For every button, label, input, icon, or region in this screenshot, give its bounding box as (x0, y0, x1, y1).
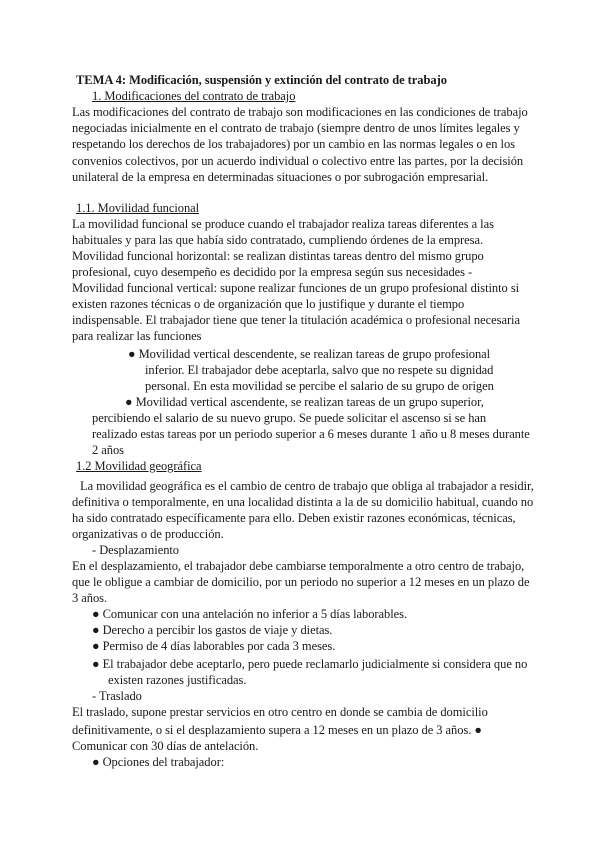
list-item: ● Derecho a percibir los gastos de viaje y dietas. (92, 623, 333, 637)
text-line: El traslado, supone prestar servicios en otro centro en donde se cambia de domicilio (72, 705, 488, 719)
list-item: ● Opciones del trabajador: (92, 755, 225, 769)
text-line: definitiva o temporalmente, en una localidad distinta a la de su domicilio habitual, cuando no (72, 495, 534, 509)
list-item: ● Movilidad vertical ascendente, se realizan tareas de un grupo superior, (125, 395, 484, 409)
sub-heading: - Traslado (92, 689, 142, 703)
text-line: En el desplazamiento, el trabajador debe cambiarse temporalmente a otro centro de trabajo, (72, 559, 525, 573)
list-item: ● Movilidad vertical descendente, se realizan tareas de grupo profesional (128, 347, 491, 361)
text-line: 3 años. (72, 591, 108, 605)
sub-heading: - Desplazamiento (92, 543, 180, 557)
text-line: Movilidad funcional horizontal: se realizan distintas tareas dentro del mismo grupo (72, 249, 484, 263)
text-line: habituales y para las que había sido contratado, cumpliendo órdenes de la empresa. (72, 233, 484, 247)
text-line: percibiendo el salario de su nuevo grupo. Se puede solicitar el ascenso si se han (92, 411, 487, 425)
section-heading: 1. Modificaciones del contrato de trabajo (92, 89, 296, 103)
text-line: Las modificaciones del contrato de trabajo son modificaciones en las condiciones de trabajo (72, 105, 528, 119)
text-line: que le obligue a cambiar de domicilio, por un periodo no superior a 12 meses en un plazo de (72, 575, 530, 589)
text-line: profesional, cuyo desempeño es decidido por la empresa según sus necesidades - (72, 265, 473, 279)
text-line: organizativas o de producción. (72, 527, 224, 541)
text-line: unilateral de la empresa en determinadas situaciones o por subrogación empresarial. (72, 170, 489, 184)
text-line: realizado estas tareas por un periodo superior a 6 meses durante 1 año u 8 meses durante (92, 427, 530, 441)
text-line: existen razones justificadas. (108, 673, 247, 687)
list-item: ● Permiso de 4 días laborables por cada 3 meses. (92, 639, 336, 653)
text-line: Movilidad funcional vertical: supone realizar funciones de un grupo profesional distinto si (72, 281, 520, 295)
subsection-heading: 1.1. Movilidad funcional (76, 201, 200, 215)
list-item: ● El trabajador debe aceptarlo, pero puede reclamarlo judicialmente si considera que no (92, 657, 528, 671)
text-line: existen razones técnicas o de organización que lo justifique y durante el tiempo (72, 297, 465, 311)
text-line: ha sido contratado específicamente para ello. Deben existir razones económicas, técnicas, (72, 511, 516, 525)
text-line: negociadas inicialmente en el contrato de trabajo (siempre dentro de unos límites legales y (72, 121, 520, 135)
subsection-heading: 1.2 Movilidad geográfica (76, 459, 202, 473)
text-line: para realizar las funciones (72, 329, 202, 343)
text-line: respetando los derechos de los trabajadores) por un cambio en las normas legales o en los (72, 137, 515, 151)
text-line: Comunicar con 30 días de antelación. (72, 739, 259, 753)
text-line: 2 años (92, 443, 124, 457)
text-line: definitivamente, o si el desplazamiento supera a 12 meses en un plazo de 3 años. ● (72, 723, 482, 737)
text-line: La movilidad funcional se produce cuando el trabajador realiza tareas diferentes a las (72, 217, 494, 231)
text-line: inferior. El trabajador debe aceptarla, salvo que no respete su dignidad (145, 363, 494, 377)
text-line: convenios colectivos, por un acuerdo individual o colectivo entre las partes, por la decisión (72, 154, 524, 168)
document-title: TEMA 4: Modificación, suspensión y extinción del contrato de trabajo (76, 73, 447, 87)
text-line: La movilidad geográfica es el cambio de centro de trabajo que obliga al trabajador a residir, (80, 479, 534, 493)
text-line: personal. En esta movilidad se percibe el salario de su grupo de origen (145, 379, 494, 393)
list-item: ● Comunicar con una antelación no inferior a 5 días laborables. (92, 607, 408, 621)
text-line: indispensable. El trabajador tiene que tener la titulación académica o profesional necesaria (72, 313, 520, 327)
